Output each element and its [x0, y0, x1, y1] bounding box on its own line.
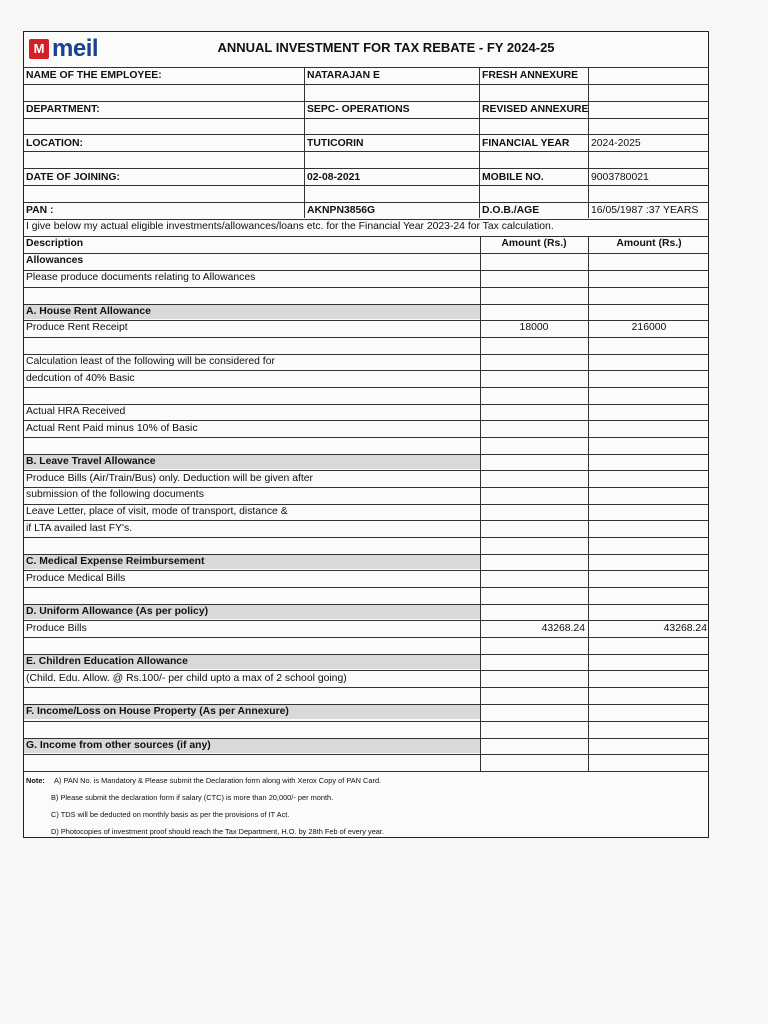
- lta-text-4: if LTA availed last FY's.: [26, 523, 133, 534]
- cea-text: (Child. Edu. Allow. @ Rs.100/- per child upto a max of 2 school going): [26, 673, 347, 684]
- note-b: B) Please submit the declaration form if salary (CTC) is more than 20,000/- per month.: [51, 793, 334, 802]
- uniform-amount-2: 43268.24: [663, 623, 707, 634]
- note-c: C) TDS will be deducted on monthly basis as per the provisions of IT Act.: [51, 810, 290, 819]
- form-header: [24, 32, 708, 68]
- mobile-value: 9003780021: [591, 172, 649, 183]
- rent-receipt-text: Produce Rent Receipt: [26, 322, 128, 333]
- calc-text-1: Calculation least of the following will be considered for: [26, 356, 275, 367]
- dob-label: D.O.B./AGE: [482, 205, 540, 216]
- lta-heading: B. Leave Travel Allowance: [26, 456, 156, 467]
- employee-name-value: NATARAJAN E: [307, 70, 380, 81]
- logo-text: meil: [52, 35, 99, 62]
- allowances-heading: Allowances: [26, 255, 84, 266]
- lta-text-1: Produce Bills (Air/Train/Bus) only. Deduction will be given after: [26, 473, 314, 484]
- description-header: Description: [26, 238, 84, 249]
- produce-docs-text: Please produce documents relating to Allowances: [26, 272, 256, 283]
- pan-value: AKNPN3856G: [307, 205, 376, 216]
- employee-name-label: NAME OF THE EMPLOYEE:: [26, 70, 162, 81]
- other-income-heading: G. Income from other sources (if any): [26, 740, 211, 751]
- fresh-annexure-label: FRESH ANNEXURE: [482, 70, 579, 81]
- cea-heading: E. Children Education Allowance: [26, 656, 188, 667]
- house-property-heading: F. Income/Loss on House Property (As per Annexure): [26, 706, 289, 717]
- revised-annexure-label: REVISED ANNEXURE: [482, 104, 589, 115]
- note-label: Note:: [26, 776, 45, 785]
- lta-text-3: Leave Letter, place of visit, mode of transport, distance &: [26, 506, 288, 517]
- department-label: DEPARTMENT:: [26, 104, 100, 115]
- rent-amount-1: 18000: [519, 322, 549, 333]
- department-value: SEPC- OPERATIONS: [307, 104, 410, 115]
- note-a: A) PAN No. is Mandatory & Please submit the Declaration form along with Xerox Copy of PAN Card.: [54, 776, 382, 785]
- form-title: ANNUAL INVESTMENT FOR TAX REBATE - FY 2024-25: [217, 40, 555, 55]
- declaration-text: I give below my actual eligible investments/allowances/loans etc. for the Financial Year 2023-24 for Tax calculation.: [26, 221, 554, 232]
- financial-year-label: FINANCIAL YEAR: [482, 138, 570, 149]
- actual-hra-text: Actual HRA Received: [26, 406, 126, 417]
- location-label: LOCATION:: [26, 138, 83, 149]
- lta-text-2: submission of the following documents: [26, 489, 204, 500]
- note-d: D) Photocopies of investment proof should reach the Tax Department, H.O. by 28th Feb of every year.: [51, 827, 385, 836]
- doj-label: DATE OF JOINING:: [26, 172, 120, 183]
- calc-text-2: dedcution of 40% Basic: [26, 373, 135, 384]
- medical-bills-text: Produce Medical Bills: [26, 573, 126, 584]
- actual-rent-text: Actual Rent Paid minus 10% of Basic: [26, 423, 198, 434]
- hra-heading: A. House Rent Allowance: [26, 306, 151, 317]
- location-value: TUTICORIN: [307, 138, 364, 149]
- medical-heading: C. Medical Expense Reimbursement: [26, 556, 205, 567]
- uniform-bills-text: Produce Bills: [26, 623, 87, 634]
- financial-year-value: 2024-2025: [591, 138, 641, 149]
- amount-header-1: Amount (Rs.): [501, 238, 567, 249]
- rent-amount-2: 216000: [631, 322, 667, 333]
- doj-value: 02-08-2021: [307, 172, 361, 183]
- amount-header-2: Amount (Rs.): [616, 238, 682, 249]
- uniform-heading: D. Uniform Allowance (As per policy): [26, 606, 209, 617]
- logo-mark: M: [29, 39, 49, 59]
- dob-value: 16/05/1987 :37 YEARS: [591, 205, 699, 216]
- uniform-amount-1: 43268.24: [541, 623, 585, 634]
- pan-label: PAN :: [26, 205, 54, 216]
- mobile-label: MOBILE NO.: [482, 172, 544, 183]
- tax-rebate-form: [23, 31, 709, 838]
